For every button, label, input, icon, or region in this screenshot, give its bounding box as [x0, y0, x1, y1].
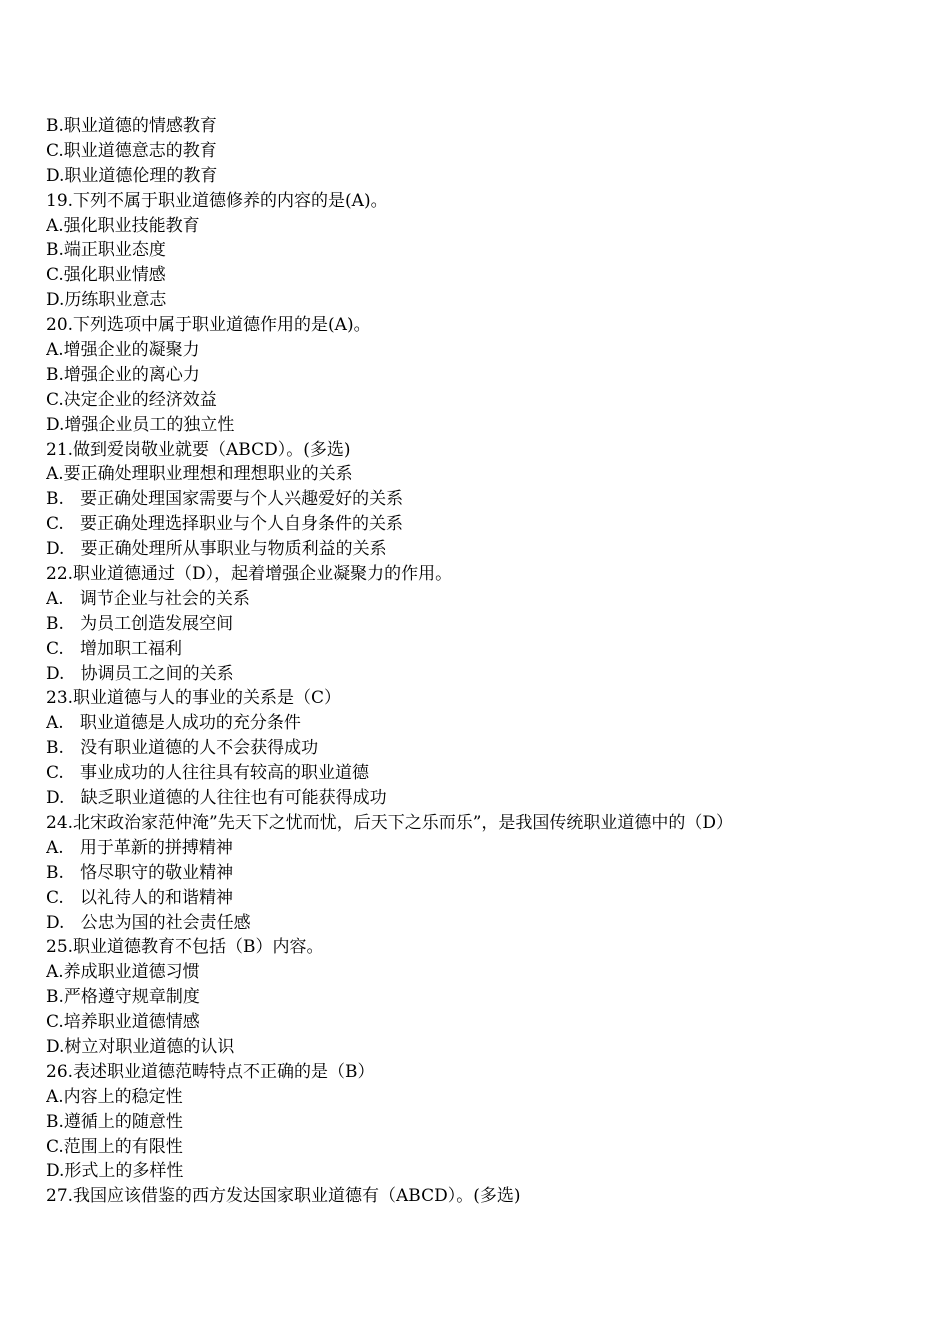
option-line: A.增强企业的凝聚力	[46, 340, 200, 361]
option-line: A.内容上的稳定性	[46, 1086, 183, 1107]
option-line: B.严格遵守规章制度	[46, 987, 200, 1008]
option-line: C.范围上的有限性	[46, 1136, 183, 1157]
question-line: 24.北宋政治家范仲淹”先天下之忧而忧，后天下之乐而乐”，是我国传统职业道德中的（D）	[46, 812, 734, 833]
option-line: A.要正确处理职业理想和理想职业的关系	[46, 464, 353, 485]
option-line: D.形式上的多样性	[46, 1161, 184, 1182]
question-line: 20.下列选项中属于职业道德作用的是(A)。	[46, 315, 371, 336]
option-line: D. 协调员工之间的关系	[46, 663, 234, 684]
question-line: 21.做到爱岗敬业就要（ABCD）。(多选)	[46, 439, 351, 460]
option-line: A. 职业道德是人成功的充分条件	[46, 713, 301, 734]
option-line: B. 恪尽职守的敬业精神	[46, 862, 234, 883]
option-line: B.遵循上的随意性	[46, 1111, 183, 1132]
option-line: D.增强企业员工的独立性	[46, 414, 235, 435]
option-line: D. 缺乏职业道德的人往往也有可能获得成功	[46, 788, 387, 809]
option-line: C.培养职业道德情感	[46, 1012, 200, 1033]
option-line: B.端正职业态度	[46, 240, 166, 261]
option-line: A.养成职业道德习惯	[46, 962, 200, 983]
option-line: C. 以礼待人的和谐精神	[46, 887, 234, 908]
text-line: B.职业道德的情感教育	[46, 116, 217, 136]
option-line: A. 调节企业与社会的关系	[46, 588, 250, 609]
option-line: B. 没有职业道德的人不会获得成功	[46, 738, 319, 759]
option-line: C. 增加职工福利	[46, 638, 183, 659]
option-line: B.增强企业的离心力	[46, 364, 200, 385]
question-line: 19.下列不属于职业道德修养的内容的是(A)。	[46, 190, 388, 211]
option-line: A.强化职业技能教育	[46, 215, 200, 236]
option-line: C.强化职业情感	[46, 265, 166, 286]
option-line: D.树立对职业道德的认识	[46, 1036, 235, 1057]
option-line: C.决定企业的经济效益	[46, 389, 217, 410]
question-line: 25.职业道德教育不包括（B）内容。	[46, 937, 324, 958]
option-line: D. 要正确处理所从事职业与物质利益的关系	[46, 539, 387, 560]
option-line: D.历练职业意志	[46, 290, 167, 311]
question-line: 27.我国应该借鉴的西方发达国家职业道德有（ABCD）。(多选)	[46, 1186, 521, 1207]
question-line: 26.表述职业道德范畴特点不正确的是（B）	[46, 1061, 375, 1082]
option-line: A. 用于革新的拼搏精神	[46, 837, 233, 858]
text-line: C.职业道德意志的教育	[46, 140, 217, 161]
option-line: B. 要正确处理国家需要与个人兴趣爱好的关系	[46, 489, 404, 510]
option-line: C. 要正确处理选择职业与个人自身条件的关系	[46, 514, 404, 535]
document-body	[46, 114, 926, 1209]
question-line: 23.职业道德与人的事业的关系是（C）	[46, 688, 342, 709]
text-line: D.职业道德伦理的教育	[46, 165, 218, 186]
option-line: D. 公忠为国的社会责任感	[46, 912, 251, 933]
option-line: B. 为员工创造发展空间	[46, 613, 234, 634]
question-line: 22.职业道德通过（D），起着增强企业凝聚力的作用。	[46, 564, 453, 585]
option-line: C. 事业成功的人往往具有较高的职业道德	[46, 763, 370, 784]
